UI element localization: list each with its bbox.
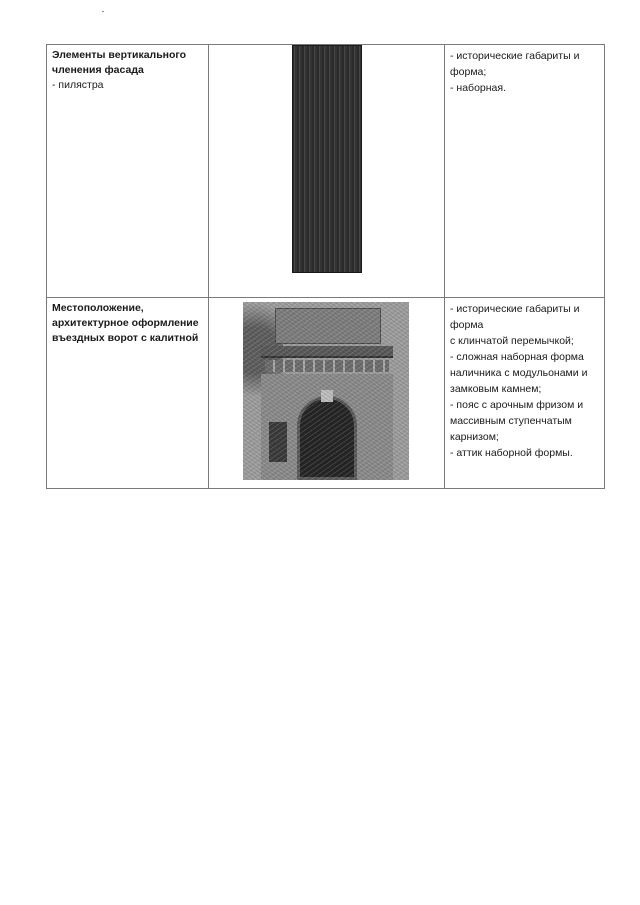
table-row <box>47 298 605 489</box>
feature-line: - аттик наборной формы. <box>450 447 573 459</box>
element-label-sub: - пилястра <box>52 79 104 91</box>
feature-line: с клинчатой перемычкой; <box>450 335 574 347</box>
element-label-cell <box>47 45 209 298</box>
pilaster-photo <box>292 45 362 273</box>
table-row <box>47 45 605 298</box>
photo-cell <box>209 298 445 489</box>
feature-line: - пояс с арочным фризом и массивным ступенчатым карнизом; <box>450 399 584 443</box>
gate-photo <box>243 302 409 480</box>
features-cell <box>445 298 605 489</box>
heritage-elements-table <box>46 44 605 489</box>
element-label-title: Местоположение, архитектурное оформление въездных ворот с калитной <box>52 302 199 344</box>
element-label-cell <box>47 298 209 489</box>
feature-line: - исторические габариты и форма; <box>450 50 580 78</box>
feature-line: - сложная наборная форма наличника с модульонами и замковым камнем; <box>450 351 588 395</box>
scan-mark <box>102 11 104 12</box>
features-cell <box>445 45 605 298</box>
photo-cell <box>209 45 445 298</box>
element-label-title: Элементы вертикального членения фасада <box>52 49 187 76</box>
feature-line: - исторические габариты и форма <box>450 303 580 331</box>
feature-line: - наборная. <box>450 82 506 94</box>
